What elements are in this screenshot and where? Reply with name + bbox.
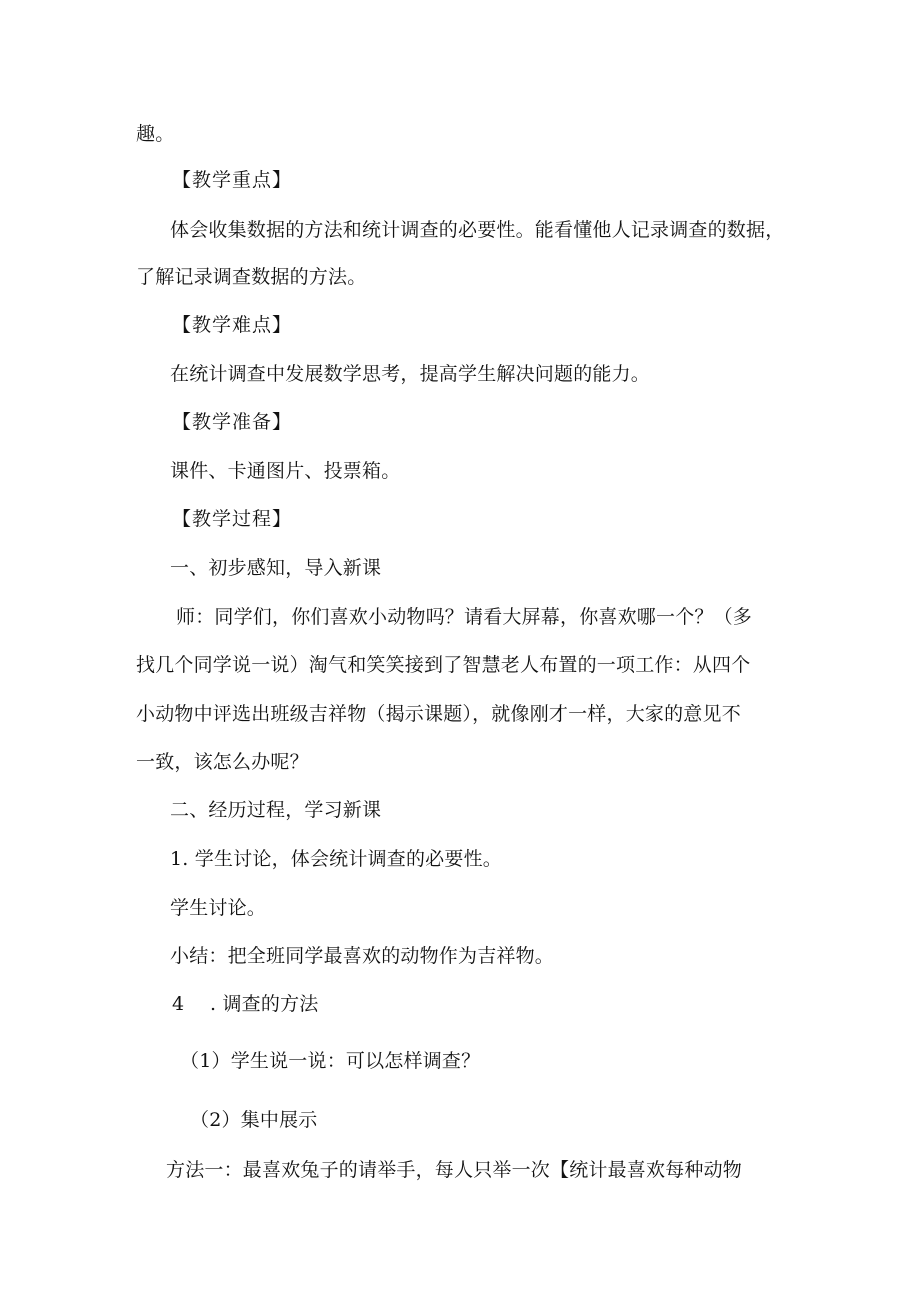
paragraph-line: 体会收集数据的方法和统计调查的必要性。能看懂他人记录调查的数据，	[170, 219, 785, 241]
numbered-subitem: （1）学生说一说：可以怎样调查？	[180, 1050, 481, 1072]
list-number: 4	[172, 993, 185, 1015]
paragraph-line: 一致，该怎么办呢？	[136, 751, 309, 773]
paragraph-line: 方法一：最喜欢兔子的请举手，每人只举一次【统计最喜欢每种动物	[166, 1159, 743, 1181]
numbered-item: . 调查的方法	[210, 993, 319, 1015]
numbered-item: 1. 学生讨论，体会统计调查的必要性。	[170, 848, 502, 870]
section-heading-process: 【教学过程】	[172, 508, 293, 530]
section-heading-key-points: 【教学重点】	[172, 169, 293, 191]
subsection-heading: 二、经历过程，学习新课	[170, 799, 382, 821]
numbered-subitem: （2）集中展示	[190, 1109, 318, 1131]
paragraph-line: 了解记录调查数据的方法。	[136, 266, 367, 288]
paragraph-line: 找几个同学说一说）淘气和笑笑接到了智慧老人布置的一项工作：从四个	[136, 654, 751, 676]
paragraph-line: 在统计调查中发展数学思考，提高学生解决问题的能力。	[170, 363, 651, 385]
paragraph-line: 小动物中评选出班级吉祥物（揭示课题），就像刚才一样，大家的意见不	[136, 703, 741, 725]
text-line-continuation: 趣。	[136, 123, 175, 145]
paragraph-line: 课件、卡通图片、投票箱。	[170, 460, 401, 482]
subsection-heading: 一、初步感知，导入新课	[170, 557, 382, 579]
section-heading-difficulties: 【教学难点】	[172, 314, 293, 336]
paragraph-line: 小结：把全班同学最喜欢的动物作为吉祥物。	[170, 945, 555, 967]
paragraph-line: 学生讨论。	[170, 897, 267, 919]
paragraph-line: 师：同学们，你们喜欢小动物吗？请看大屏幕，你喜欢哪一个？（多	[176, 606, 753, 628]
section-heading-preparation: 【教学准备】	[172, 411, 293, 433]
